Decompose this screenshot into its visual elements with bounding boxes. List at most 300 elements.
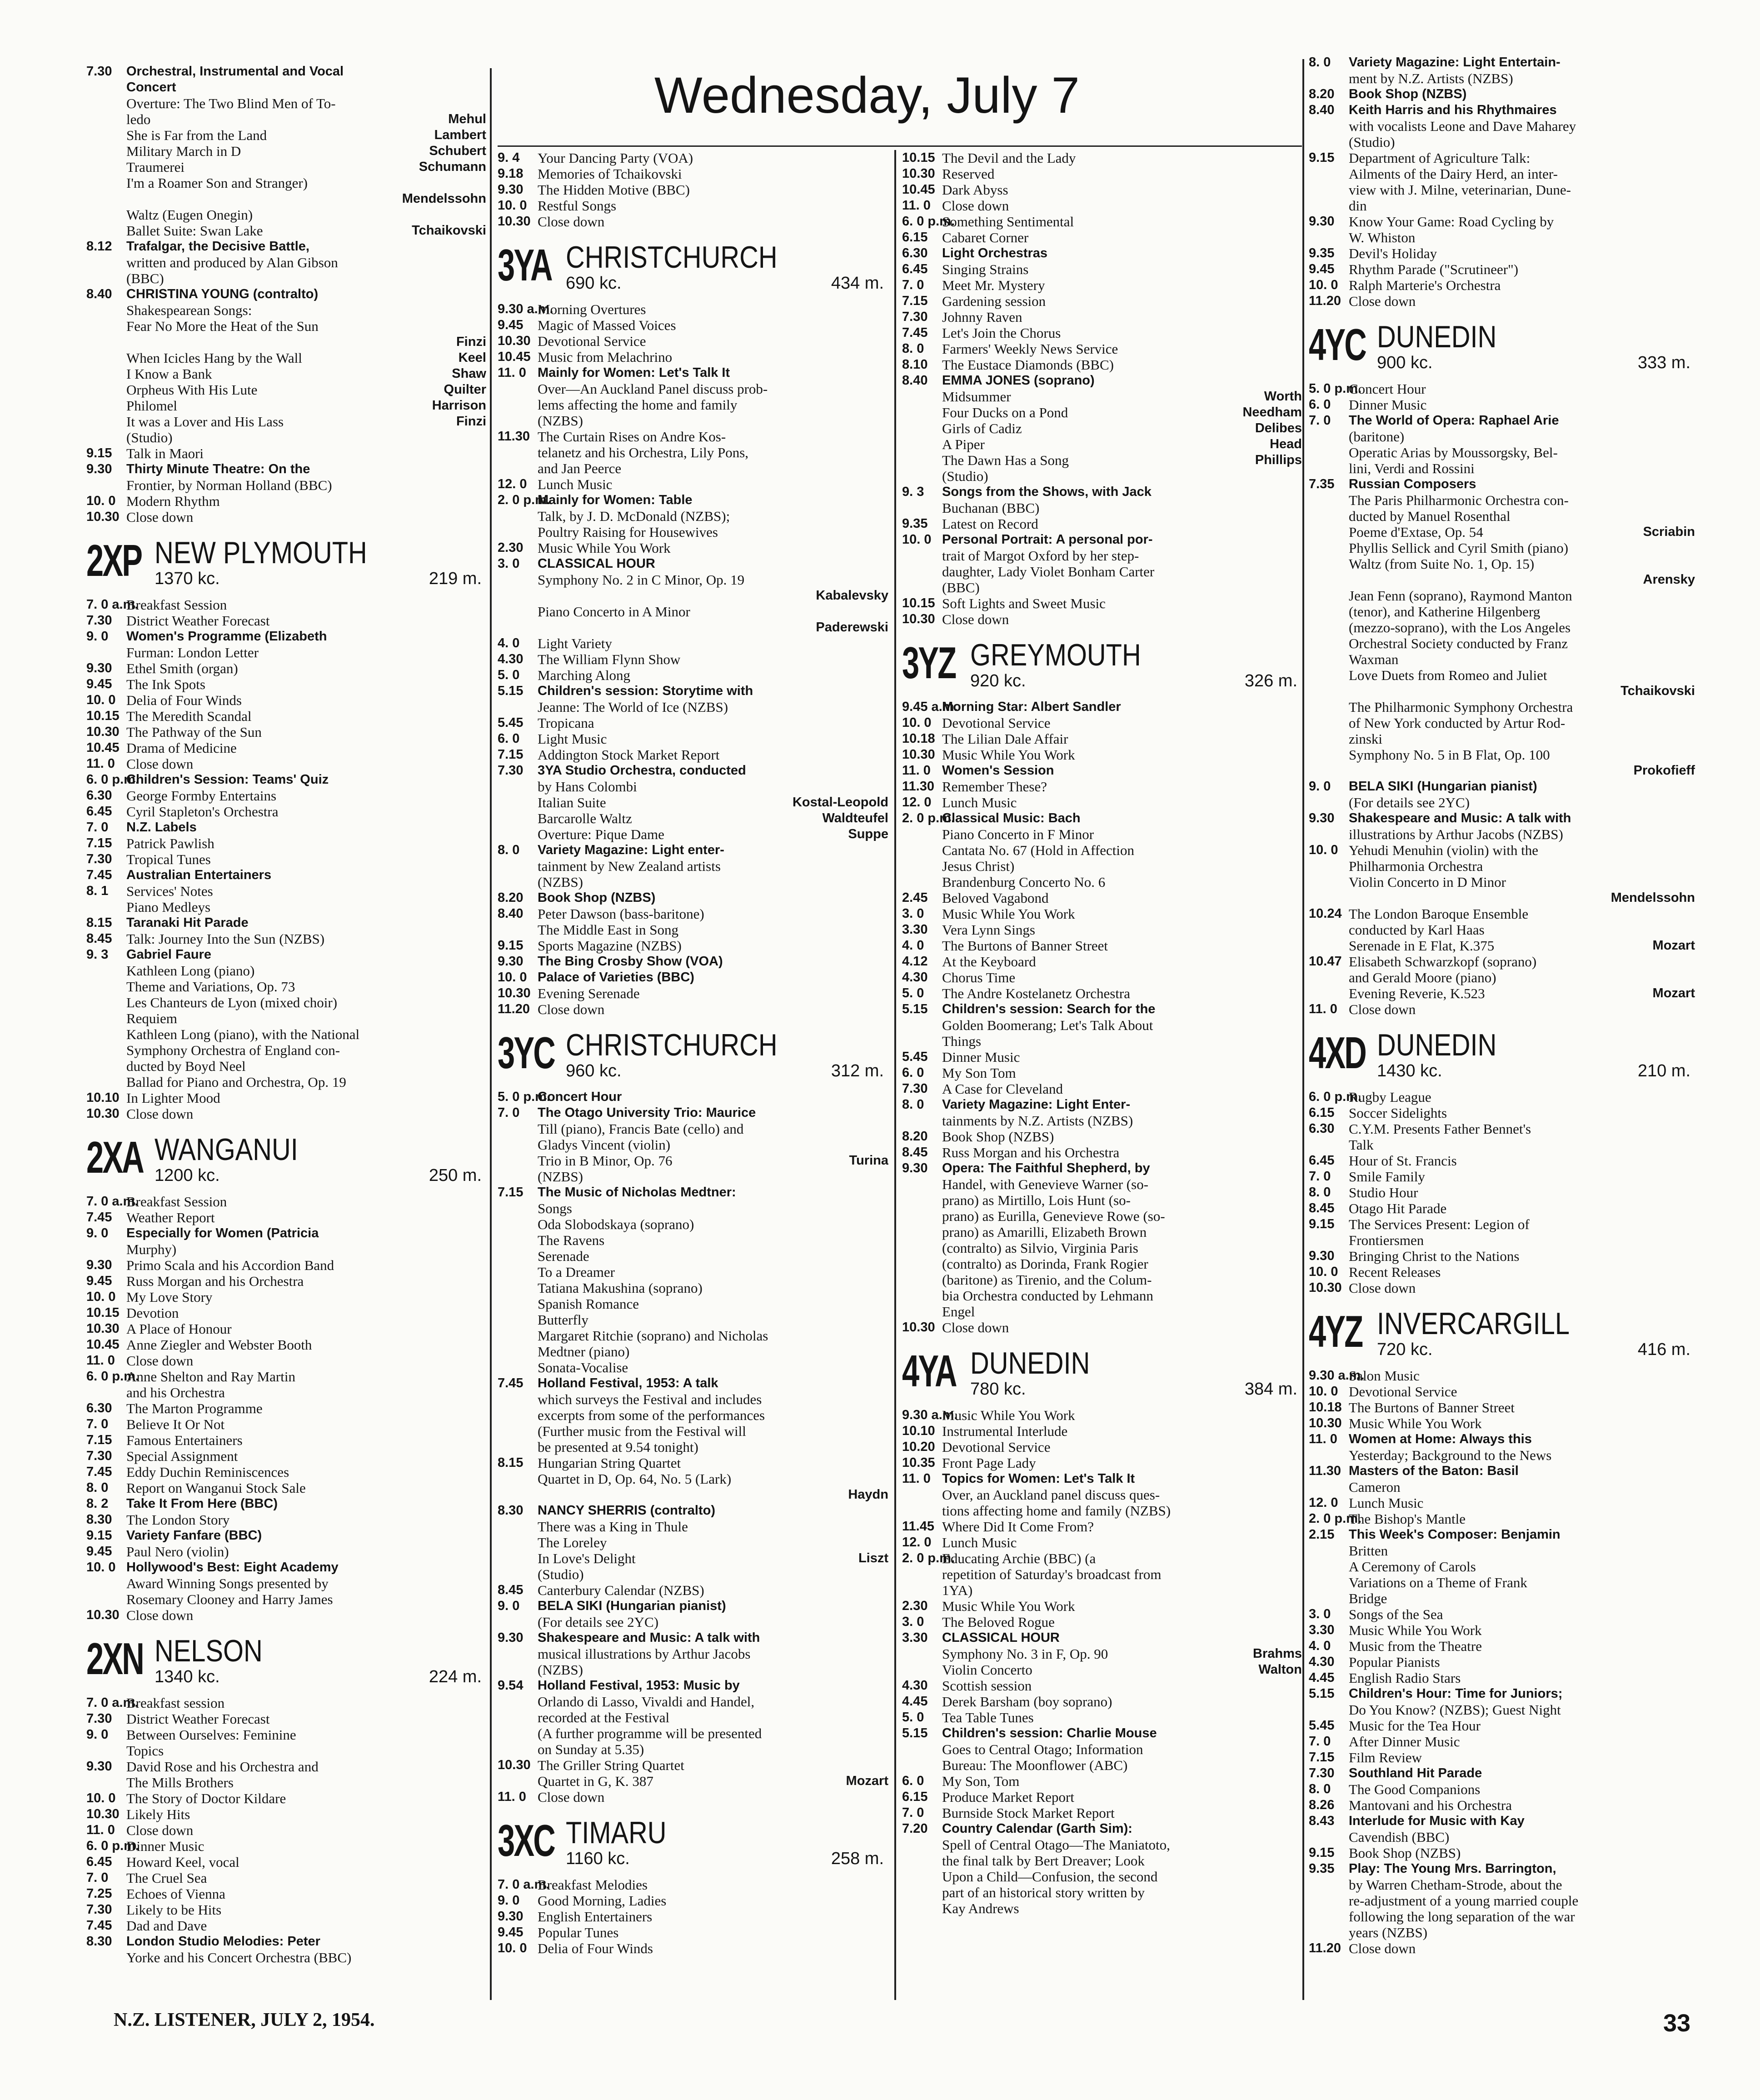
- time-label: 10.15: [86, 709, 120, 723]
- time-label: 9.30: [1309, 1249, 1335, 1263]
- programme-text: The Andre Kostelanetz Orchestra: [942, 985, 1131, 1001]
- programme-text: Piano Medleys: [126, 899, 211, 915]
- programme-line: [86, 1257, 486, 1273]
- programme-text: Likely to be Hits: [126, 1902, 222, 1918]
- time-label: 10.15: [902, 150, 935, 165]
- time-label: 3. 0: [1309, 1607, 1331, 1621]
- programme-text: conducted by Karl Haas: [1349, 922, 1485, 938]
- programme-text: Talk in Maori: [126, 445, 204, 461]
- time-label: 10.47: [1309, 954, 1342, 969]
- programme-text: Hollywood's Best: Eight Academy: [126, 1560, 339, 1575]
- time-label: [902, 389, 942, 405]
- programme-line: [1309, 540, 1695, 556]
- programme-text: 3YA Studio Orchestra, conducted: [538, 763, 746, 778]
- programme-text: Variety Magazine: Light enter-: [538, 843, 724, 857]
- column-1: [86, 64, 486, 1965]
- programme-line: [498, 1519, 888, 1535]
- time-label: [902, 1017, 942, 1033]
- programme-text: Children's session: Storytime with: [538, 684, 753, 698]
- programme-line: [86, 740, 486, 756]
- time-label: [902, 1853, 942, 1869]
- programme-line: [498, 1710, 888, 1725]
- programme-text: Les Chanteurs de Lyon (mixed choir): [126, 995, 338, 1010]
- time-label: 8. 0: [902, 341, 924, 356]
- programme-line: [1309, 970, 1695, 985]
- programme-text: [1349, 572, 1639, 588]
- time-label: 10. 0: [902, 715, 932, 730]
- time-label: 10.30: [86, 510, 120, 524]
- programme-line: [86, 788, 486, 804]
- programme-line: [498, 1001, 888, 1017]
- time-label: 7. 0: [86, 1870, 109, 1885]
- programme-text: Light Music: [538, 731, 607, 747]
- time-label: [902, 580, 942, 595]
- programme-text: Tatiana Makushina (soprano): [538, 1280, 703, 1296]
- programme-text: (Studio): [538, 1566, 584, 1582]
- time-label: [1309, 1137, 1349, 1153]
- programme-line: [86, 1058, 486, 1074]
- programme-line: [902, 1256, 1302, 1272]
- programme-line: [902, 1789, 1302, 1805]
- composer-name: Brahms: [1253, 1646, 1302, 1661]
- programme-text: Spell of Central Otago—The Maniatoto,: [942, 1837, 1170, 1853]
- programme-text: Between Ourselves: Feminine: [126, 1727, 296, 1743]
- station-frequency: 780 kc.: [970, 1380, 1026, 1399]
- time-label: [86, 477, 126, 493]
- time-label: [902, 858, 942, 874]
- time-label: 11.30: [1309, 1464, 1341, 1478]
- programme-line: [1309, 245, 1695, 261]
- time-label: 8.15: [498, 1455, 524, 1470]
- composer-name: Harrison: [432, 398, 486, 413]
- time-label: [498, 795, 538, 810]
- programme-text: Yesterday; Background to the News: [1349, 1447, 1552, 1463]
- programme-line: [498, 508, 888, 524]
- programme-line: [902, 1885, 1302, 1900]
- composer-name: Tchaikovski: [412, 223, 486, 238]
- time-label: [86, 95, 126, 111]
- programme-text: Serenade in E Flat, K.375: [1349, 938, 1495, 954]
- programme-text: Poeme d'Extase, Op. 54: [1349, 524, 1483, 540]
- programme-text: Delia of Four Winds: [126, 692, 242, 708]
- programme-text: by Warren Chetham-Strode, about the: [1349, 1877, 1562, 1893]
- station-city: DUNEDIN: [970, 1346, 1090, 1380]
- time-label: 8. 0: [1309, 55, 1331, 70]
- programme-text: and Jan Peerce: [538, 460, 622, 476]
- time-label: 7. 0 a.m.: [498, 1877, 550, 1892]
- programme-line: [86, 1775, 486, 1790]
- programme-line: [498, 1328, 888, 1344]
- programme-line: [86, 1743, 486, 1759]
- time-label: 10.30: [498, 334, 531, 348]
- time-label: [86, 127, 126, 143]
- programme-text: Jesus Christ): [942, 858, 1015, 874]
- programme-text: Hour of St. Francis: [1349, 1153, 1457, 1169]
- programme-line: [498, 381, 888, 397]
- time-label: [902, 1033, 942, 1049]
- programme-line: [902, 1160, 1302, 1176]
- time-label: [498, 508, 538, 524]
- programme-text: (Studio): [942, 468, 988, 484]
- programme-line: [498, 492, 888, 508]
- programme-line: [1309, 381, 1695, 397]
- programme-text: Educating Archie (BBC) (a: [942, 1550, 1096, 1566]
- time-label: 5. 0: [498, 668, 520, 682]
- programme-text: Close down: [538, 214, 605, 230]
- programme-text: The London Baroque Ensemble: [1349, 906, 1529, 922]
- programme-text: Gabriel Faure: [126, 947, 211, 962]
- composer-name: Paderewski: [816, 620, 888, 635]
- time-label: [86, 1010, 126, 1026]
- programme-text: Military March in D: [126, 143, 241, 159]
- programme-line: [902, 1017, 1302, 1033]
- programme-line: [1309, 1431, 1695, 1447]
- programme-line: [1309, 1216, 1695, 1232]
- programme-text: Rhythm Parade ("Scrutineer"): [1349, 261, 1519, 277]
- programme-text: Southland Hit Parade: [1349, 1766, 1482, 1780]
- programme-text: (For details see 2YC): [538, 1614, 659, 1630]
- programme-text: Rugby League: [1349, 1089, 1431, 1105]
- time-label: [1309, 118, 1349, 134]
- programme-text: Phyllis Sellick and Cyril Smith (piano): [1349, 540, 1569, 556]
- programme-line: [498, 810, 888, 826]
- programme-line: [1309, 1893, 1695, 1909]
- programme-text: Australian Entertainers: [126, 868, 272, 882]
- programme-text: Smile Family: [1349, 1169, 1425, 1185]
- composer-name: Lambert: [434, 128, 486, 142]
- programme-text: Upon a Child—Confusion, the second: [942, 1869, 1158, 1885]
- programme-line: [86, 1241, 486, 1257]
- time-label: 3.30: [1309, 1623, 1335, 1637]
- programme-text: Cantata No. 67 (Hold in Affection: [942, 842, 1135, 858]
- programme-line: [86, 835, 486, 851]
- programme-text: To a Dreamer: [538, 1264, 615, 1280]
- programme-text: Otago Hit Parade: [1349, 1200, 1447, 1216]
- time-label: 7.30: [1309, 1766, 1335, 1780]
- programme-text: C.Y.M. Presents Father Bennet's: [1349, 1121, 1531, 1137]
- programme-text: English Radio Stars: [1349, 1670, 1461, 1686]
- programme-line: [902, 405, 1302, 420]
- programme-text: It was a Lover and His Lass: [126, 414, 284, 430]
- programme-line: [86, 1464, 486, 1480]
- programme-text: following the long separation of the war: [1349, 1909, 1575, 1925]
- station-call-sign: 4YC: [1309, 320, 1366, 370]
- programme-line: [902, 1192, 1302, 1208]
- time-label: 2. 0 p.m.: [902, 1551, 955, 1565]
- programme-line: [902, 1097, 1302, 1113]
- time-label: 9.30 a.m.: [498, 302, 553, 316]
- programme-text: Anne Ziegler and Webster Booth: [126, 1337, 312, 1353]
- time-label: [1309, 524, 1349, 540]
- programme-line: [902, 1503, 1302, 1519]
- station-frequency: 1430 kc.: [1377, 1061, 1442, 1080]
- programme-text: Elisabeth Schwarzkopf (soprano): [1349, 954, 1537, 970]
- programme-line: [1309, 588, 1695, 604]
- time-label: 9.45: [86, 1274, 112, 1288]
- time-label: 7.30: [86, 1449, 112, 1463]
- composer-name: Worth: [1264, 389, 1302, 404]
- programme-text: Popular Pianists: [1349, 1654, 1440, 1670]
- programme-text: Dad and Dave: [126, 1918, 207, 1934]
- programme-text: Gardening session: [942, 293, 1046, 309]
- programme-line: [498, 1344, 888, 1360]
- programme-text: [1349, 763, 1629, 779]
- time-label: 9.45: [498, 1925, 524, 1940]
- programme-text: (NZBS): [538, 874, 583, 890]
- composer-name: Finzi: [456, 414, 486, 429]
- time-label: [498, 1232, 538, 1248]
- programme-line: [498, 954, 888, 970]
- programme-text: Palace of Varieties (BBC): [538, 970, 694, 985]
- programme-text: telanetz and his Orchestra, Lily Pons,: [538, 445, 749, 460]
- time-label: [86, 175, 126, 191]
- time-label: [1309, 890, 1349, 906]
- programme-text: The Story of Doctor Kildare: [126, 1790, 286, 1806]
- station-header: [86, 1130, 486, 1189]
- programme-line: [1309, 70, 1695, 86]
- programme-line: [902, 1439, 1302, 1455]
- time-label: [1309, 460, 1349, 476]
- station-call-sign: 2XA: [86, 1132, 144, 1182]
- programme-text: Breakfast Session: [126, 1194, 227, 1210]
- time-label: 10.18: [902, 731, 935, 746]
- programme-text: Children's session: Search for the: [942, 1002, 1156, 1016]
- time-label: 9.45: [1309, 262, 1335, 276]
- programme-line: [1309, 182, 1695, 198]
- time-label: 6.15: [902, 230, 928, 245]
- programme-text: Music While You Work: [942, 906, 1075, 922]
- time-label: [902, 826, 942, 842]
- time-label: [498, 1137, 538, 1153]
- programme-text: Overture: The Two Blind Men of To-: [126, 95, 336, 111]
- programme-line: [498, 1598, 888, 1614]
- station-city: INVERCARGILL: [1377, 1306, 1570, 1341]
- programme-line: [1309, 954, 1695, 970]
- programme-line: [86, 1074, 486, 1090]
- time-label: [1309, 445, 1349, 460]
- programme-text: The Paris Philharmonic Orchestra con-: [1349, 492, 1569, 508]
- composer-name: Mendelssohn: [402, 191, 486, 206]
- programme-line: [1309, 1622, 1695, 1638]
- programme-line: [498, 1280, 888, 1296]
- programme-line: [1309, 397, 1695, 413]
- time-label: 8. 0: [902, 1097, 924, 1112]
- time-label: [1309, 134, 1349, 150]
- programme-line: [1309, 1479, 1695, 1495]
- time-label: 10.30: [902, 1320, 935, 1335]
- time-label: [498, 1200, 538, 1216]
- programme-line: [498, 1909, 888, 1925]
- programme-text: view with J. Milne, veterinarian, Dune-: [1349, 182, 1571, 198]
- programme-text: Girls of Cadiz: [942, 420, 1022, 436]
- programme-line: [498, 604, 888, 620]
- programme-line: [1309, 214, 1695, 230]
- programme-text: Variations on a Theme of Frank: [1349, 1575, 1527, 1590]
- programme-line: [1309, 1590, 1695, 1606]
- programme-text: The Bing Crosby Show (VOA): [538, 954, 723, 969]
- programme-line: [86, 191, 486, 207]
- programme-line: [86, 899, 486, 915]
- programme-text: (For details see 2YC): [1349, 795, 1470, 810]
- time-label: [902, 1837, 942, 1853]
- programme-text: Overture: Pique Dame: [538, 826, 664, 842]
- programme-text: The Dawn Has a Song: [942, 452, 1069, 468]
- programme-text: (contralto) as Dorinda, Frank Rogier: [942, 1256, 1148, 1272]
- programme-text: The Good Companions: [1349, 1781, 1481, 1797]
- programme-line: [902, 166, 1302, 182]
- time-label: 7.15: [902, 294, 928, 308]
- programme-text: Poultry Raising for Housewives: [538, 524, 718, 540]
- programme-line: [498, 1375, 888, 1391]
- programme-text: The Ravens: [538, 1232, 605, 1248]
- programme-text: Devotional Service: [1349, 1384, 1457, 1400]
- programme-line: [498, 1550, 888, 1566]
- time-label: 6. 0 p.m.: [902, 214, 955, 229]
- programme-line: [86, 1695, 486, 1711]
- programme-text: [1349, 683, 1616, 699]
- time-label: 10.30: [1309, 1416, 1342, 1430]
- programme-text: Evening Reverie, K.523: [1349, 985, 1485, 1001]
- programme-text: Breakfast Session: [126, 597, 227, 613]
- programme-line: [902, 1805, 1302, 1821]
- programme-line: [902, 1455, 1302, 1471]
- programme-line: [902, 1487, 1302, 1503]
- programme-line: [902, 1598, 1302, 1614]
- time-label: [86, 143, 126, 159]
- programme-line: [902, 420, 1302, 436]
- time-label: 6.15: [1309, 1105, 1335, 1120]
- programme-text: London Studio Melodies: Peter: [126, 1934, 320, 1949]
- time-label: [86, 318, 126, 334]
- programme-line: [86, 772, 486, 788]
- time-label: [498, 810, 538, 826]
- time-label: 9.30: [902, 1161, 928, 1175]
- time-label: 6.30: [86, 788, 112, 803]
- programme-line: [86, 1353, 486, 1369]
- programme-text: Music While You Work: [942, 747, 1075, 763]
- programme-text: Marching Along: [538, 667, 631, 683]
- programme-text: Serenade: [538, 1248, 589, 1264]
- time-label: 5. 0 p.m.: [1309, 381, 1362, 396]
- programme-line: [86, 95, 486, 111]
- time-label: 7. 0: [902, 278, 924, 292]
- programme-line: [902, 1900, 1302, 1916]
- programme-text: My Son Tom: [942, 1065, 1016, 1081]
- time-label: 9.30: [86, 661, 112, 675]
- programme-text: Close down: [126, 509, 194, 525]
- time-label: [86, 334, 126, 350]
- programme-line: [1309, 134, 1695, 150]
- programme-line: [902, 1176, 1302, 1192]
- time-label: [1309, 572, 1349, 588]
- station-city: NEW PLYMOUTH: [155, 535, 367, 570]
- column-divider: [1302, 59, 1304, 2000]
- time-label: 7.20: [902, 1821, 928, 1836]
- programme-line: [1309, 1559, 1695, 1575]
- programme-text: Close down: [942, 1320, 1009, 1335]
- programme-text: Talk, by J. D. McDonald (NZBS);: [538, 508, 730, 524]
- programme-line: [86, 1950, 486, 1965]
- programme-line: [86, 430, 486, 445]
- programme-line: [86, 1273, 486, 1289]
- programme-text: Talk: Journey Into the Sun (NZBS): [126, 931, 325, 947]
- composer-name: Kostal-Leopold: [792, 795, 888, 810]
- programme-text: Film Review: [1349, 1750, 1422, 1765]
- composer-name: Scriabin: [1643, 525, 1695, 539]
- programme-text: Symphony No. 2 in C Minor, Op. 19: [538, 572, 745, 588]
- programme-line: [1309, 667, 1695, 683]
- time-label: 9.30: [498, 954, 524, 969]
- programme-line: [1309, 1185, 1695, 1200]
- programme-line: [1309, 1200, 1695, 1216]
- programme-line: [86, 1934, 486, 1950]
- programme-line: [1309, 1909, 1695, 1925]
- programme-line: [902, 245, 1302, 261]
- programme-text: Shakespearean Songs:: [126, 302, 252, 318]
- time-label: [902, 874, 942, 890]
- time-label: 7.45: [86, 1918, 112, 1933]
- programme-line: [1309, 1845, 1695, 1861]
- time-label: 7.45: [86, 1465, 112, 1479]
- programme-text: Mainly for Women: Table: [538, 493, 693, 507]
- programme-text: Close down: [126, 1353, 194, 1369]
- time-label: 10.30: [498, 214, 531, 229]
- programme-line: [1309, 890, 1695, 906]
- programme-line: [1309, 779, 1695, 795]
- programme-line: [902, 731, 1302, 747]
- programme-line: [902, 1662, 1302, 1678]
- time-label: 6.30: [902, 246, 928, 260]
- time-label: [1309, 1925, 1349, 1940]
- programme-text: Produce Market Report: [942, 1789, 1074, 1805]
- time-label: 11.30: [498, 429, 530, 444]
- programme-text: Italian Suite: [538, 795, 606, 810]
- time-label: [498, 922, 538, 938]
- programme-text: Four Ducks on a Pond: [942, 405, 1068, 420]
- programme-line: [1309, 429, 1695, 445]
- programme-line: [86, 1106, 486, 1122]
- time-label: [86, 995, 126, 1010]
- programme-line: [498, 1646, 888, 1662]
- station-frequency: 1200 kc.: [155, 1166, 220, 1185]
- programme-text: by Hans Colombi: [538, 779, 637, 795]
- programme-line: [498, 150, 888, 166]
- programme-line: [902, 341, 1302, 357]
- programme-line: [498, 795, 888, 810]
- time-label: 7.30: [498, 763, 524, 778]
- programme-text: English Entertainers: [538, 1909, 653, 1925]
- time-label: 9.30 a.m.: [1309, 1368, 1365, 1383]
- programme-text: N.Z. Labels: [126, 820, 197, 835]
- programme-line: [1309, 150, 1695, 166]
- time-label: [86, 1042, 126, 1058]
- programme-line: [902, 1741, 1302, 1757]
- programme-text: Fear No More the Heat of the Sun: [126, 318, 319, 334]
- time-label: 8.40: [86, 287, 112, 301]
- programme-text: Lunch Music: [942, 1535, 1017, 1550]
- programme-line: [498, 779, 888, 795]
- time-label: 7.15: [1309, 1750, 1335, 1765]
- programme-line: [1309, 1121, 1695, 1137]
- programme-line: [498, 763, 888, 779]
- programme-line: [498, 1789, 888, 1805]
- time-label: [86, 979, 126, 995]
- time-label: 10.24: [1309, 906, 1342, 921]
- programme-text: Meet Mr. Mystery: [942, 277, 1045, 293]
- programme-text: Famous Entertainers: [126, 1432, 243, 1448]
- programme-line: [86, 1575, 486, 1591]
- programme-line: [86, 414, 486, 430]
